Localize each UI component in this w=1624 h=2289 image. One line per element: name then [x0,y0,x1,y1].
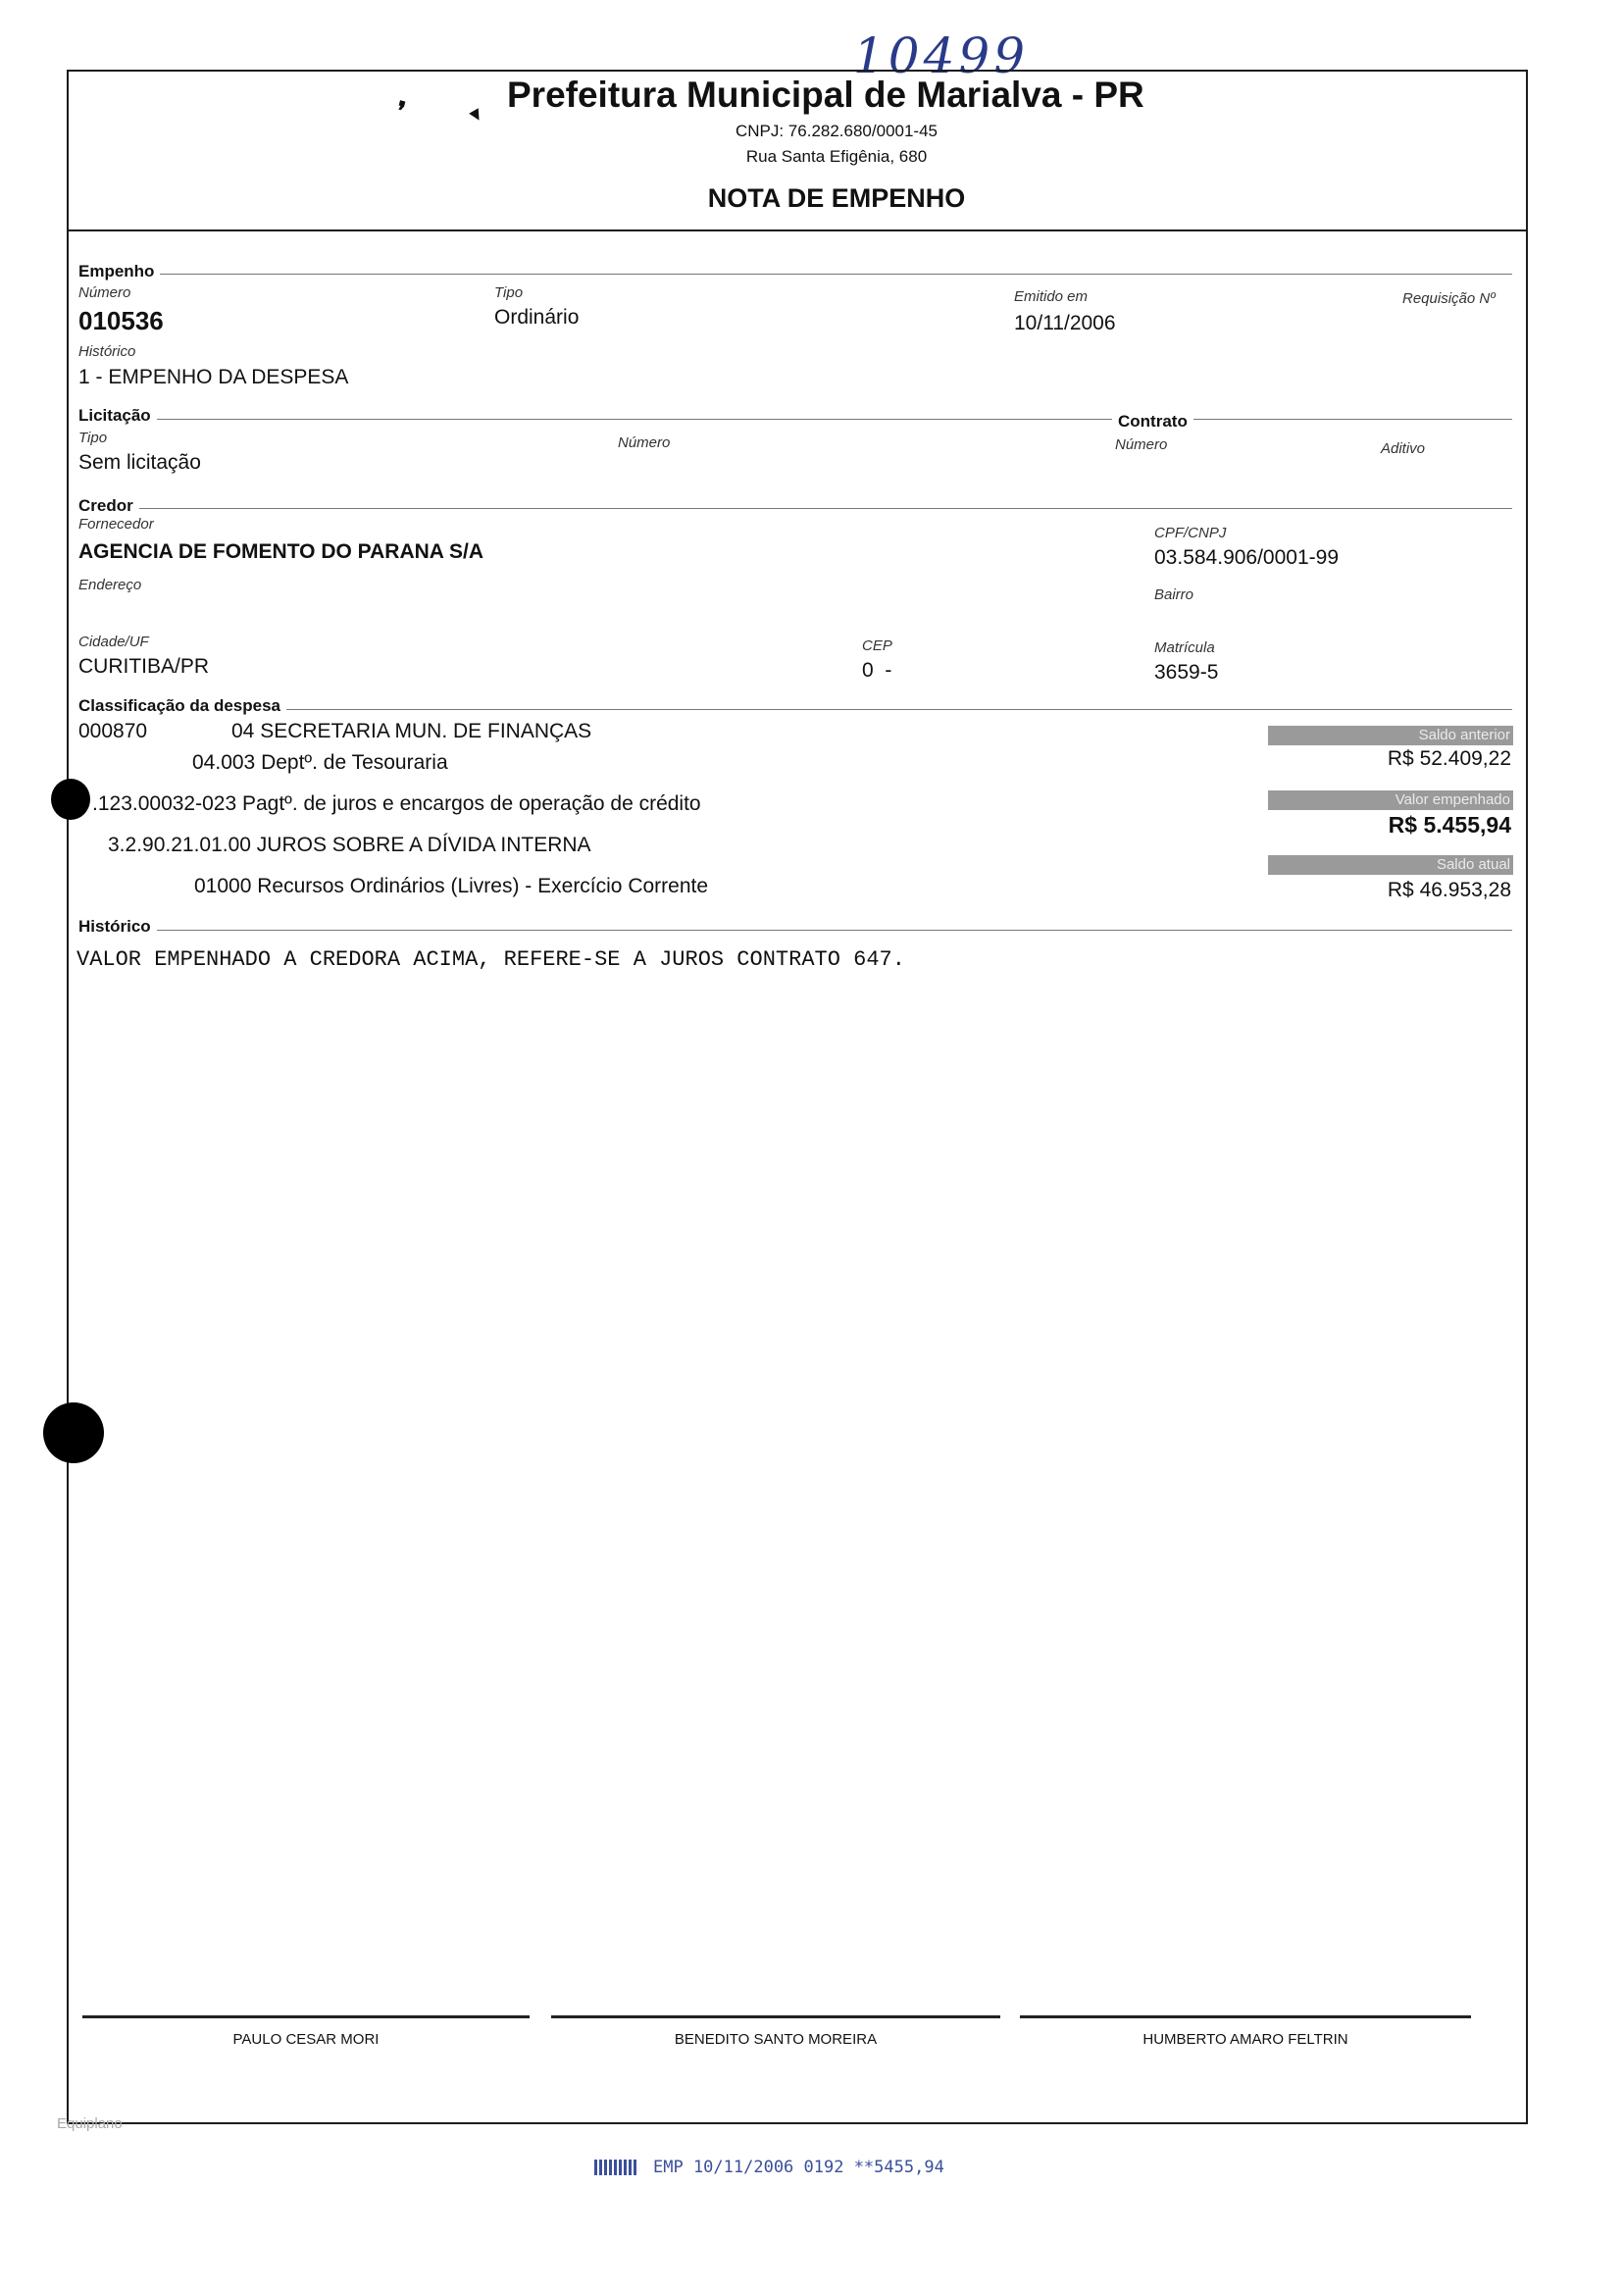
header-address: Rua Santa Efigênia, 680 [745,147,928,166]
classificacao-elemento: 3.2.90.21.01.00 JUROS SOBRE A DÍVIDA INTERNA [108,834,591,856]
ink-mark: ▾ [466,102,486,127]
valor-empenhado-label: Valor empenhado [1268,790,1513,810]
empenho-numero-label: Número [78,284,131,301]
requisicao-label: Requisição Nº [1402,290,1496,307]
saldo-atual-label: Saldo atual [1268,855,1513,875]
stamp-text: EMP 10/11/2006 0192 **5455,94 [653,2158,944,2177]
contrato-aditivo-label: Aditivo [1381,440,1426,457]
matricula: 3659-5 [1154,661,1219,684]
ink-mark: ❜ [392,95,409,127]
classificacao-unidade: 04.003 Deptº. de Tesouraria [192,751,448,774]
signature-line [551,2015,1000,2018]
empenho-historico-label: Histórico [78,343,136,360]
empenho-tipo-label: Tipo [494,284,524,301]
saldo-anterior-label: Saldo anterior [1268,726,1513,745]
signature-name: HUMBERTO AMARO FELTRIN [1142,2031,1348,2048]
bairro-label: Bairro [1154,586,1194,603]
classificacao-orgao: 04 SECRETARIA MUN. DE FINANÇAS [231,720,592,742]
section-rule [78,508,1512,509]
classificacao-code: 000870 [78,720,148,742]
empenho-historico: 1 - EMPENHO DA DESPESA [78,366,349,388]
endereco-label: Endereço [78,577,142,593]
licitacao-tipo-label: Tipo [78,430,108,446]
fornecedor: AGENCIA DE FOMENTO DO PARANA S/A [78,540,484,563]
classificacao-funcional: .123.00032-023 Pagtº. de juros e encargos de operação de crédito [92,792,701,815]
section-licitacao: Licitação [78,406,157,426]
empenho-tipo: Ordinário [494,306,580,329]
saldo-atual: R$ 46.953,28 [1387,879,1511,901]
section-empenho: Empenho [78,262,160,281]
cpf-label: CPF/CNPJ [1154,525,1227,541]
bottom-stamp [594,2158,944,2177]
licitacao-numero-label: Número [618,434,671,451]
section-contrato: Contrato [1112,412,1193,432]
fornecedor-label: Fornecedor [78,516,154,533]
cidade-label: Cidade/UF [78,634,149,650]
cep-label: CEP [862,637,892,654]
empenho-numero: 010536 [78,306,164,335]
punch-hole [51,779,90,820]
empenho-emitido-label: Emitido em [1014,288,1089,305]
valor-empenhado: R$ 5.455,94 [1388,812,1511,838]
signature-name: BENEDITO SANTO MOREIRA [674,2031,878,2048]
section-rule [78,930,1512,931]
signature-line [82,2015,530,2018]
stamp-logo-icon [594,2160,637,2175]
cep: 0 - [862,659,892,682]
empenho-emitido: 10/11/2006 [1014,312,1116,334]
page-title: Prefeitura Municipal de Marialva - PR [507,75,1144,115]
matricula-label: Matrícula [1154,639,1215,656]
contrato-numero-label: Número [1115,436,1168,453]
section-rule [78,274,1512,275]
historico-text: VALOR EMPENHADO A CREDORA ACIMA, REFERE-SE A JUROS CONTRATO 647. [76,947,905,972]
classificacao-recurso: 01000 Recursos Ordinários (Livres) - Exercício Corrente [194,875,709,897]
section-credor: Credor [78,496,139,516]
header-separator [67,229,1528,231]
section-classificacao: Classificação da despesa [78,696,286,716]
signature-line [1020,2015,1471,2018]
handwritten-page-number: 10499 [853,27,1030,84]
cidade: CURITIBA/PR [78,655,210,678]
section-historico: Histórico [78,917,157,937]
licitacao-tipo: Sem licitação [78,451,201,474]
system-label: Equiplano [57,2115,123,2132]
header-cnpj: CNPJ: 76.282.680/0001-45 [735,122,939,140]
punch-hole [43,1402,104,1463]
signature-name: PAULO CESAR MORI [232,2031,380,2048]
document-title: NOTA DE EMPENHO [707,183,966,213]
cpf: 03.584.906/0001-99 [1154,546,1340,569]
section-rule [78,709,1512,710]
section-rule [78,419,1512,420]
saldo-anterior: R$ 52.409,22 [1387,747,1511,770]
